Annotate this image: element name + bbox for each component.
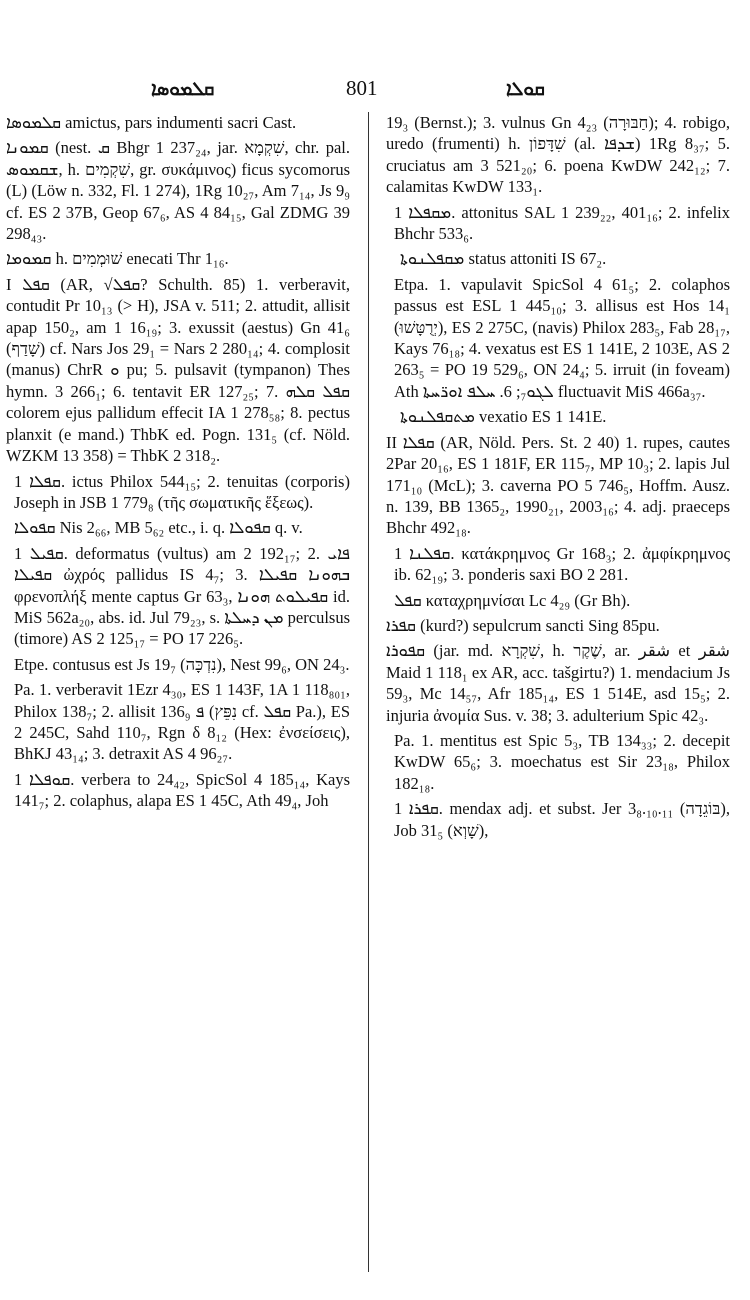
entry-status-attoniti: ܡܩܦܠܢܘܬܐ status attoniti IS 67₂. — [400, 249, 607, 269]
entry-etpe: Etpe. contusus est Js 19₇ (נִדְכָּה), Nest 99₆, ON 24₃. — [14, 654, 350, 674]
entry-sepulcrum: ܩܦܪܐ (kurd?) sepulcrum sancti Sing 85pu. — [386, 615, 660, 635]
entry-katakremnos: ܩܦܠܢܐ 1. κατάκρημνος Gr 168₃; 2. ἀμφίκρημνος ib. 62₁₉; 3. ponderis saxi BO 2 281. — [394, 543, 730, 585]
running-head-right: ܩܘܠܐ — [506, 78, 545, 100]
left-column — [6, 112, 350, 1287]
entry-deformatus: ܩܦܝܠ 1. deformatus (vultus) am 2 192₁₇; 2. ܦܐܝ ܩܦܝܠܐ ὠχρός pallidus IS 4₇; 3. ܒܗܘܢܐ ܩܦܝܠܐ φρενοπλήξ mente captus Gr 63₃, ܩܦܝܠܘܬ ܗܘܢܐ id. MiS 562a₂₀, abs. id. Jul 79₂₃, s. ܡܢ ܕܚܠܬܐ perculsus (timore) AS 2 125₁₇ = PO 17 226₅. — [14, 543, 350, 649]
entry-vexatio: ܡܬܩܦܠܢܘܬܐ vexatio ES 1 141E. — [400, 407, 607, 427]
entry-enecati: ܩܡܘܡܐ h. שׁוּמְמִים enecati Thr 1₁₆. — [6, 249, 229, 269]
entry-ficus-sycomorus: ܩܡܘܢܐ (nest. ܩ Bhgr 1 237₂₄, jar. שִׁקְמָא, chr. pal. ܫܩܡܘܣ, h. שִׁקְמִים, gr. συκάμινος) ficus sycomorus (L) (Löw n. 332, Fl. 1 274), 1Rg 10₂₇, Am 7₁₄, Js 9₉ cf. ES 2 37B, Geop 67₆, AS 4 84₁₅, Gal ZDMG 39 298₄₃. — [6, 138, 350, 244]
entry-attonitus: ܡܩܦܠܐ 1. attonitus SAL 1 239₂₂, 401₁₆; 2. infelix Bhchr 533₆. — [394, 202, 730, 244]
entry-amictus: ܩܠܡܘܣܐ amictus, pars indumenti sacri Cast. — [6, 113, 297, 132]
entry-etpa: Etpa. 1. vapulavit SpicSol 4 61₅; 2. colaphos passus est ESL 1 445₁₀; 3. allisus est Hos 14₁ (יְרֻטָּשׁוּ), ES 2 275C, (navis) Philox 283₅, Fab 28₁₇, Kays 76₁₈; 4. vexatus est ES 1 141E, 2 103E, AS 2 263₅ = PO 19 529₆, ON 24₄; 5. irruit (in foveam) Ath ܠܓܘ₇; 6. ܚܠܦ ܐܘܪ̈ܚܬܐ fluctuavit MiS 466a₃₇. — [394, 274, 730, 401]
entry-verberavit: I ܩܦܠ (AR, √ܩܦܠ? Schulth. 85) 1. verberavit, contudit Pr 10₁₃ (> H), JSA v. 511; 2. attudit, allisit apap 150₂, am 1 16₁₉; 3. exussit (aestus) Gn 41₆ (שָׁדַף) cf. Nars Jos 29₁ = Nars 2 280₁₄; 4. complosit (manus) ChrR ܘ pu; 5. pulsavit (tympanon) Thes hymn. 3 266₁; 6. tentavit ER 127₂₅; 7. ܩܦܠ ܩܠܗ colorem ejus pallidum effecit IA 1 278₅₈; 8. pectus planxit (e mand.) ThbK ed. Pogn. 131₅ (cf. Nöld. WZKM 13 358) = ThbK 2 318₂. — [6, 274, 350, 466]
column-divider — [368, 112, 369, 1272]
page-number: 801 — [346, 76, 378, 100]
entry-mendacium: ܩܦܘܪܐ (jar. md. שִׁקְרָא, h. שֶׁקֶר, ar. شقر et شقر Maid 1 118₁ ex AR, acc. tašgirtu?) 1. mendacium Js 59₃, Mc 14₅₇, Afr 185₁₄, ES 1 514E, asd 15₅; 2. injuria ἀνομία Sus. v. 38; 3. adulterium Spic 42₃. — [386, 641, 730, 725]
entry-ictus: ܩܦܠܐ 1. ictus Philox 544₁₅; 2. tenuitas (corporis) Joseph in JSB 1 779₈ (τῆς σωματικῆς ἕξεως). — [14, 471, 350, 512]
running-head-left: ܩܠܡܘܣܐ — [151, 78, 215, 100]
entry-continuation: 19₃ (Bernst.); 3. vulnus Gn 4₂₃ (חַבּוּרָה); 4. robigo, uredo (frumenti) h. שִׁדָּפוֹן (al. ܫܕܦܐ) 1Rg 8₃₇; 5. cruciatus am 3 521₂₀; 6. poena KwDW 242₁₂; 7. calamitas KwDW 133₁. — [386, 113, 730, 197]
text-columns — [6, 112, 730, 1292]
running-head — [6, 78, 730, 106]
entry-mendax: ܩܦܪܐ 1. mendax adj. et subst. Jer 3₈.₁₀.₁₁ (בּוֹגֵדָה), Job 31₅ (שָׁוְא), — [394, 799, 730, 840]
right-column — [386, 112, 730, 1287]
entry-rupes: II ܩܦܠܐ (AR, Nöld. Pers. St. 2 40) 1. rupes, cautes 2Par 20₁₆, ES 1 181F, ER 115₇, MP 10₃; 2. lapis Jul 171₁₀ (McL); 3. caverna PO 5 746₅, Hoffm. Ausz. n. 139, BB 1365₂, 1990₂₁, 2003₁₆; 4. adj. praeceps Bhchr 492₁₈. — [386, 432, 730, 538]
entry-mentitus: Pa. 1. mentitus est Spic 5₃, TB 134₃₃; 2. decepit KwDW 65₆; 3. moechatus est Sir 23₁₈, Philox 182₁₈. — [394, 730, 730, 793]
entry-verbera: ܩܘܦܠܐ 1. verbera to 24₄₂, SpicSol 4 185₁₄, Kays 141₇; 2. colaphus, alapa ES 1 45C, Ath 49₄, Joh — [14, 769, 350, 811]
entry-pa: Pa. 1. verberavit 1Ezr 4₃₀, ES 1 143F, 1A 1 118₈₀₁, Philox 138₇; 2. allisit ܦ 136₉ (נִפֵּץ cf. ܩܦܠ Pa.), ES 2 245C, Sahd 110₇, Rgn δ 8₁₂ (Hex: ἐνσείσεις), BhKJ 43₁₄; 3. detraxit AS 4 96₂₇. — [14, 680, 350, 764]
entry-katakremnisai: ܩܦܠ καταχρημνίσαι Lc 4₂₉ (Gr Bh). — [394, 590, 631, 610]
entry-nis: ܩܦܘܠܐ Nis 2₆₆, MB 5₆₂ etc., i. q. ܩܦܘܠܐ q. v. — [14, 518, 303, 538]
